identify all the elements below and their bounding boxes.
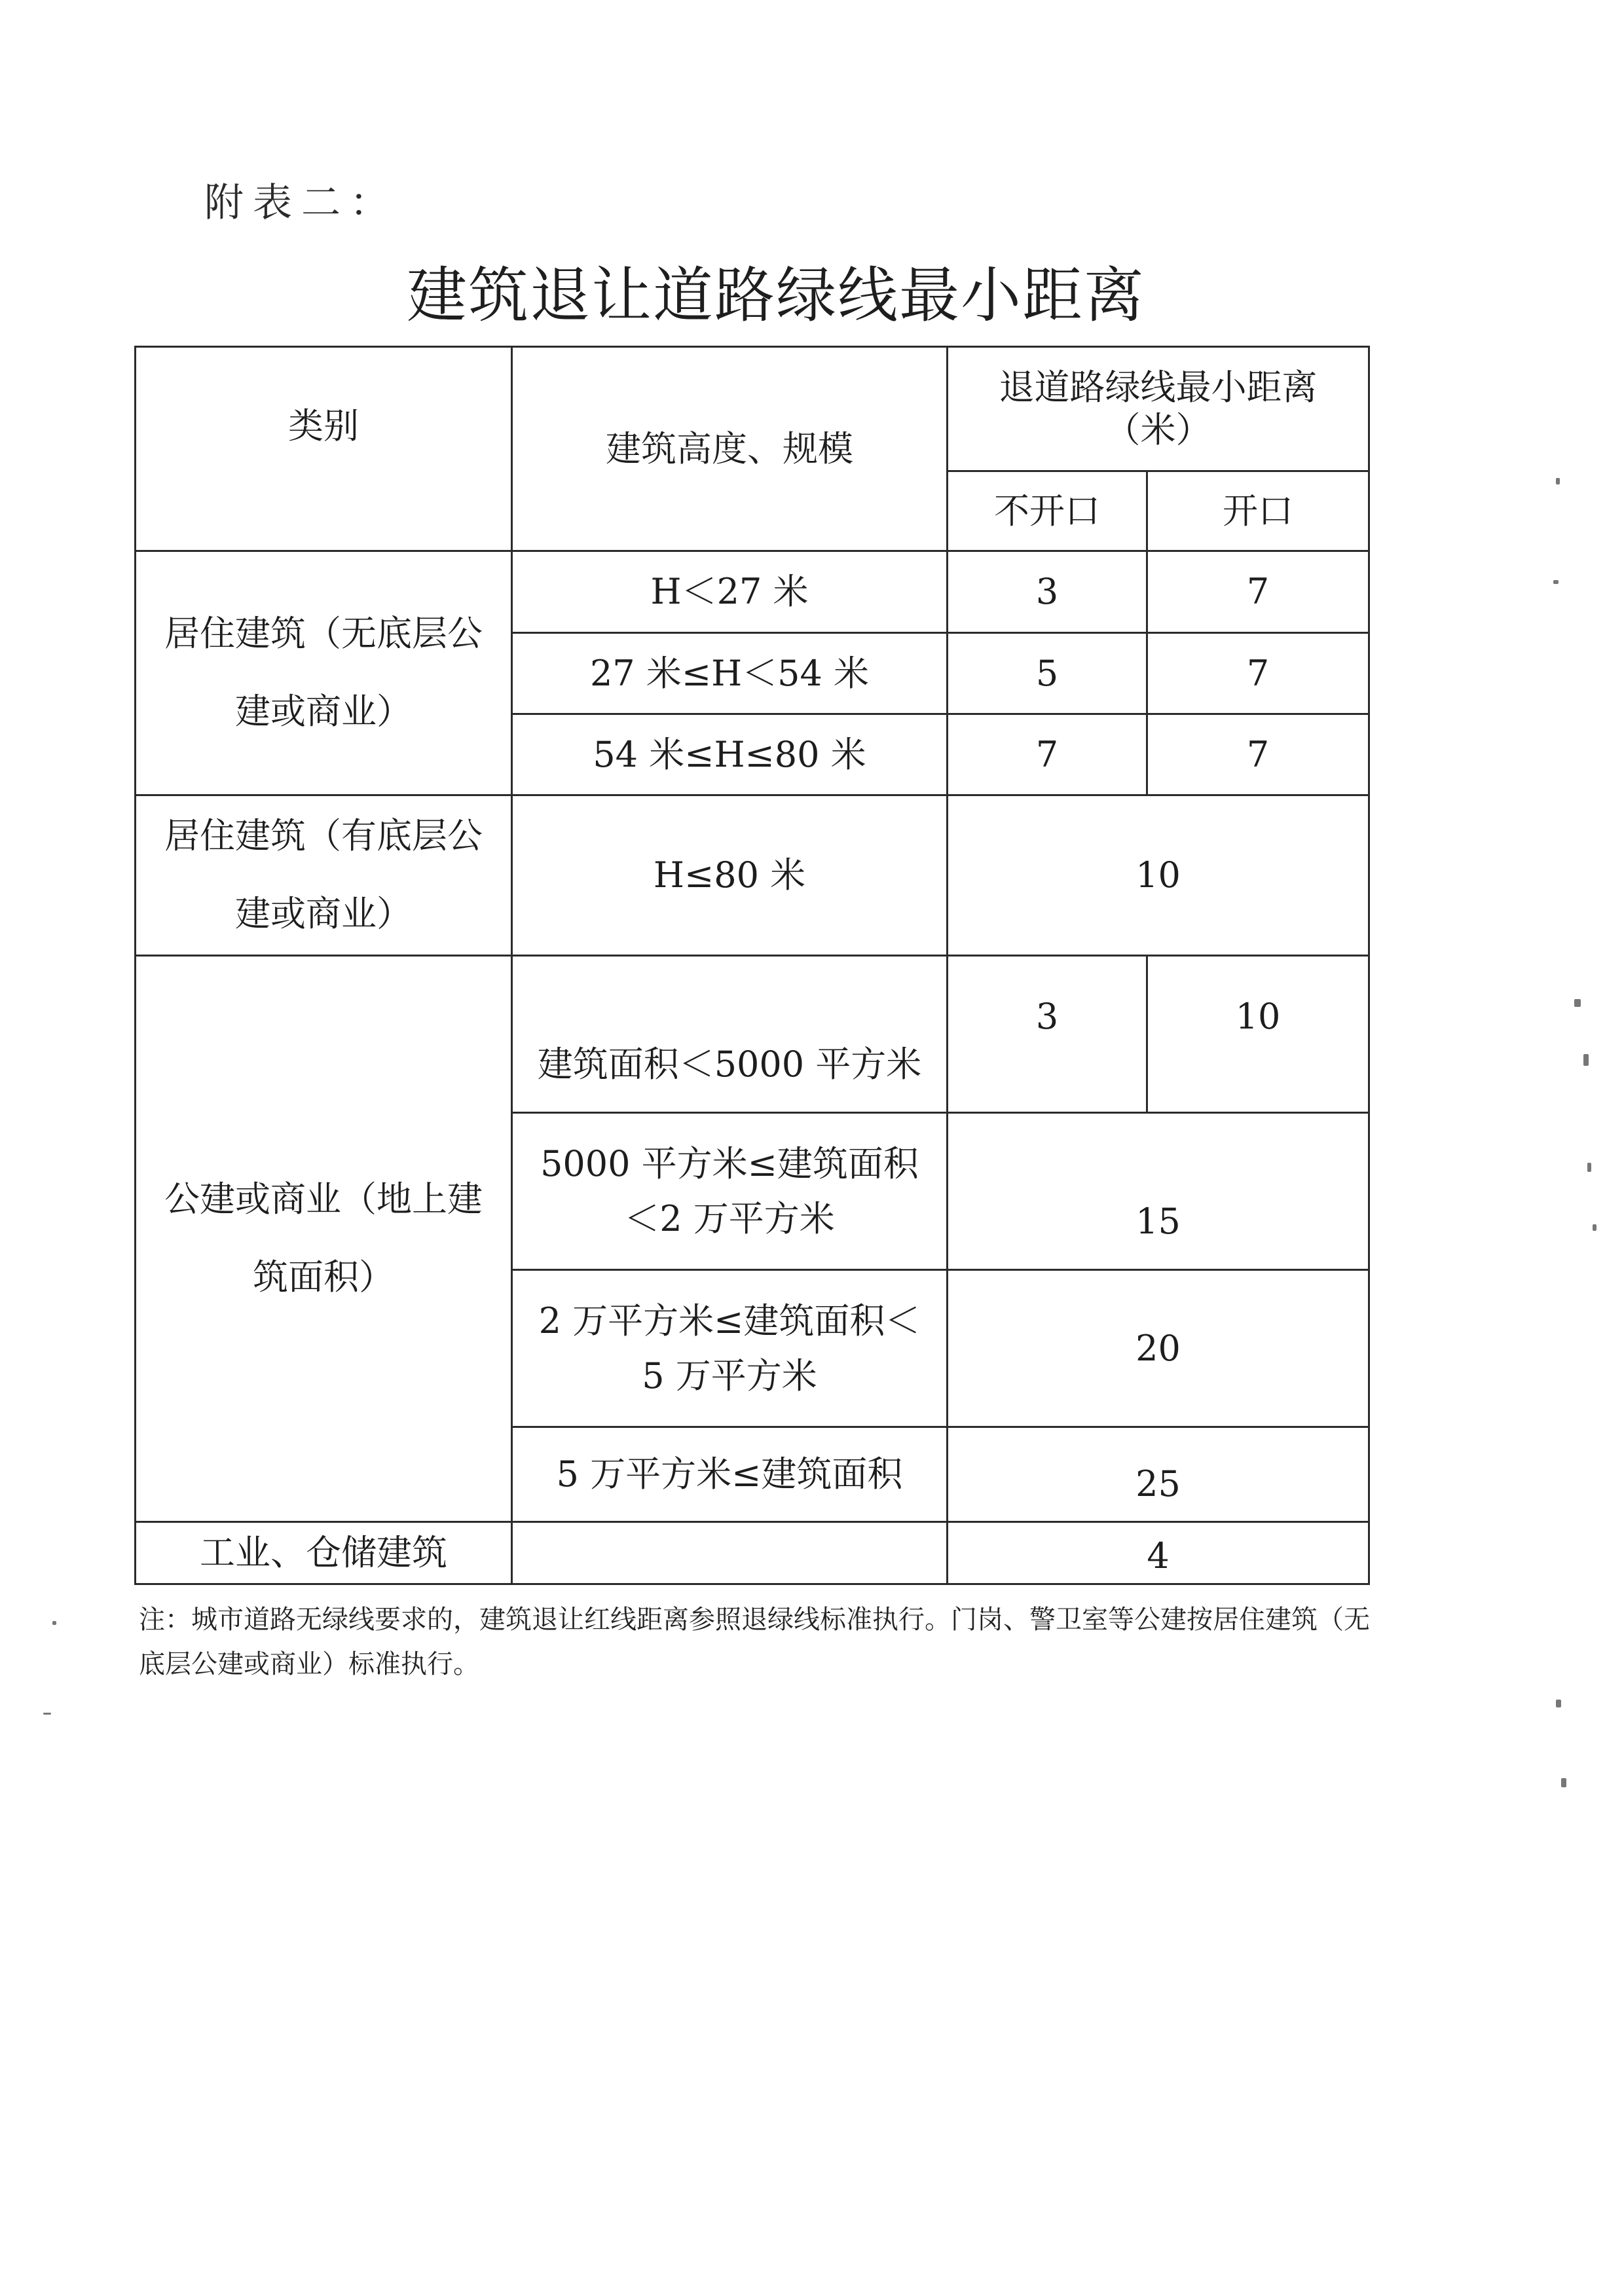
merged-value: 10: [948, 795, 1369, 956]
merged-value: 15: [948, 1113, 1369, 1270]
scan-speck: [1587, 1163, 1591, 1172]
header-min-distance: 退道路绿线最小距离（米）: [948, 347, 1369, 471]
opening-value: 10: [1147, 956, 1369, 1113]
condition-cell: [512, 1522, 948, 1584]
condition-cell: 27 米≤H＜54 米: [512, 633, 948, 714]
scan-speck: [1561, 1778, 1566, 1787]
table-row: [136, 1522, 1369, 1584]
no-opening-value: 7: [948, 714, 1147, 795]
setback-table: [134, 346, 1370, 1585]
table-row: [136, 956, 1369, 1113]
no-opening-value: 3: [948, 956, 1147, 1113]
scan-speck: [43, 1713, 51, 1715]
header-opening: 开口: [1147, 471, 1369, 551]
merged-value: 4: [948, 1522, 1369, 1584]
condition-cell: H＜27 米: [512, 551, 948, 633]
scan-speck: [1583, 1054, 1589, 1066]
scan-speck: [1553, 580, 1559, 584]
document-title: 建筑退让道路绿线最小距离: [406, 261, 1145, 331]
category-cell: 公建或商业（地上建筑面积）: [136, 956, 512, 1522]
scan-speck: [1556, 1700, 1561, 1707]
header-height-scale: 建筑高度、规模: [512, 347, 948, 551]
condition-cell: 2 万平方米≤建筑面积＜5 万平方米: [512, 1270, 948, 1427]
header-no-opening: 不开口: [948, 471, 1147, 551]
scan-speck: [1556, 478, 1560, 484]
no-opening-value: 3: [948, 551, 1147, 633]
condition-cell: 5000 平方米≤建筑面积＜2 万平方米: [512, 1113, 948, 1270]
no-opening-value: 5: [948, 633, 1147, 714]
category-cell: 工业、仓储建筑: [136, 1522, 512, 1584]
table-row: [136, 551, 1369, 633]
scan-speck: [1593, 1224, 1596, 1231]
merged-value: 25: [948, 1427, 1369, 1522]
opening-value: 7: [1147, 714, 1369, 795]
opening-value: 7: [1147, 633, 1369, 714]
annex-label: 附表二：: [204, 180, 398, 226]
opening-value: 7: [1147, 551, 1369, 633]
merged-value: 20: [948, 1270, 1369, 1427]
condition-cell: H≤80 米: [512, 795, 948, 956]
condition-cell: 建筑面积＜5000 平方米: [512, 956, 948, 1113]
scan-speck: [52, 1621, 56, 1625]
condition-cell: 5 万平方米≤建筑面积: [512, 1427, 948, 1522]
category-cell: 居住建筑（无底层公建或商业）: [136, 551, 512, 795]
condition-cell: 54 米≤H≤80 米: [512, 714, 948, 795]
table-row: [136, 795, 1369, 956]
category-cell: 居住建筑（有底层公建或商业）: [136, 795, 512, 956]
header-category: 类别: [136, 347, 512, 551]
footnote: 注：城市道路无绿线要求的，建筑退让红线距离参照退绿线标准执行。门岗、警卫室等公建按居住建筑（无底层公建或商业）标准执行。: [139, 1605, 1370, 1679]
header-row: [136, 347, 1369, 471]
scan-speck: [1574, 999, 1581, 1007]
